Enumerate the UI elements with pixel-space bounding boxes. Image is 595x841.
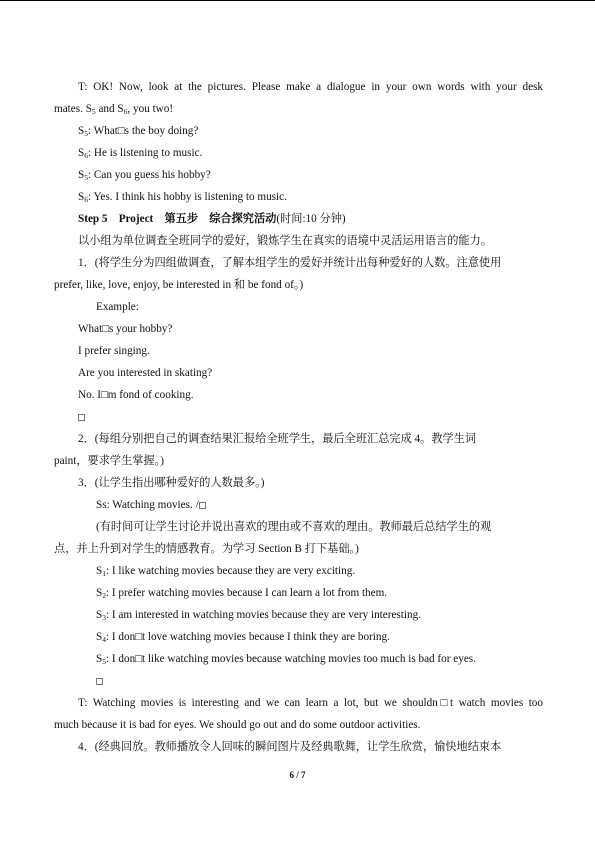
- placeholder-box-icon: [78, 414, 85, 421]
- paragraph-line: 3．(让学生指出哪种爱好的人数最多。): [78, 477, 265, 489]
- student-line: $S_2$: I prefer watching movies because I can learn a lot from them.: [96, 587, 388, 600]
- paragraph-line: much because it is bad for eyes. We should go out and do some outdoor activities.: [54, 719, 421, 731]
- answer-line: Ss: Watching movies. /: [78, 494, 543, 516]
- placeholder-line: [78, 406, 543, 428]
- example-line: What□s your hobby?: [78, 323, 173, 335]
- top-rule: [0, 0, 595, 1]
- dialogue-line: $S_6$: He is listening to music.: [78, 147, 203, 160]
- placeholder-box-icon: [96, 678, 103, 685]
- paragraph-line: prefer, like, love, enjoy, be interested in 和 be fond of。): [54, 279, 304, 291]
- paragraph-line: paint，要求学生掌握。): [54, 455, 164, 467]
- paragraph-line: (有时间可让学生讨论并说出喜欢的理由或不喜欢的理由。教师最后总结学生的观: [96, 521, 492, 533]
- example-line: I prefer singing.: [78, 345, 150, 357]
- paragraph-line: 点，并上升到对学生的情感教育。为学习 Section B 打下基础。): [54, 543, 359, 555]
- student-line: $S_5$: I don□t like watching movies because watching movies too much is bad for eyes.: [96, 653, 476, 666]
- dialogue-line: $S_5$: What□s the boy doing?: [78, 125, 199, 138]
- paragraph-line: 4．(经典回放。教师播放令人回味的瞬间图片及经典歌舞，让学生欣赏，愉快地结束本: [78, 741, 502, 753]
- dialogue-line: $S_5$: Can you guess his hobby?: [78, 169, 211, 182]
- example-line: No. I□m fond of cooking.: [78, 389, 194, 401]
- paragraph-line: T: Watching movies is interesting and we can learn a lot, but we shouldn□t watch movies too: [78, 697, 543, 709]
- placeholder-box-icon: [199, 502, 206, 509]
- step-heading: Step 5 Project 第五步 综合探究活动(时间:10 分钟): [78, 213, 346, 225]
- student-line: $S_3$: I am interested in watching movies because they are very interesting.: [96, 609, 421, 622]
- student-line: $S_1$: I like watching movies because they are very exciting.: [96, 565, 356, 578]
- paragraph-line: T: OK! Now, look at the pictures. Please make a dialogue in your own words with your desk: [78, 81, 543, 93]
- page-number: 6 / 7: [289, 770, 306, 780]
- paragraph-line: 2．(每组分别把自己的调查结果汇报给全班学生，最后全班汇总完成 4。教学生词: [78, 433, 477, 445]
- paragraph-line: 1．(将学生分为四组做调查，了解本组学生的爱好并统计出每种爱好的人数。注意使用: [78, 257, 502, 269]
- paragraph-line: 以小组为单位调查全班同学的爱好，锻炼学生在真实的语境中灵活运用语言的能力。: [78, 235, 492, 247]
- document-body: [54, 76, 543, 758]
- placeholder-line: [78, 670, 543, 692]
- dialogue-line: $S_6$: Yes. I think his hobby is listening to music.: [78, 191, 287, 204]
- student-line: $S_4$: I don□t love watching movies because I think they are boring.: [96, 631, 390, 644]
- example-label: Example:: [96, 301, 139, 313]
- paragraph-line: mates. $S_5$ and $S_6$, you two!: [54, 103, 174, 116]
- example-line: Are you interested in skating?: [78, 367, 213, 379]
